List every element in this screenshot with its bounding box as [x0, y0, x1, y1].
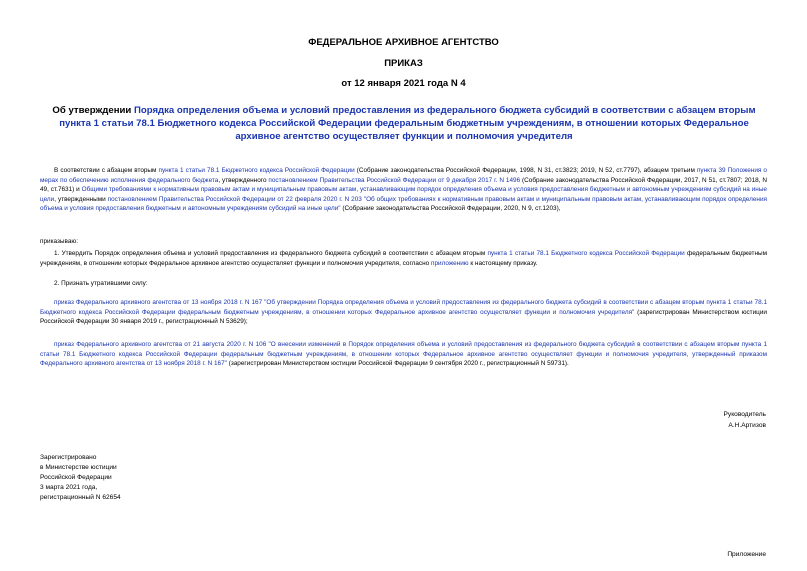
p3-link-appendix[interactable]: приложению: [430, 259, 469, 267]
p1-link-resolution-203[interactable]: постановлением Правительства Российской Федерации от 22 февраля 2020 г. N 203 "Об общих требованиях к нормативным правовым актам и муниципальным правовым актам, устанавливающим порядок определения объема и условия предоставления бюджетным и автономным учреждениям субсидий на иные цели": [40, 195, 767, 213]
order-word: приказываю:: [40, 238, 78, 245]
signer-title: Руководитель: [723, 411, 766, 418]
document-date: от 12 января 2021 года N 4: [341, 78, 466, 89]
registration-line: 3 марта 2021 года,: [40, 484, 98, 491]
registration-line: регистрационный N 62654: [40, 494, 121, 501]
p5-text-1: (зарегистрирован Министерством юстиции Российской Федерации 30 января 2019 г., регистрационный N 53629);: [40, 308, 767, 326]
agency-name: ФЕДЕРАЛЬНОЕ АРХИВНОЕ АГЕНТСТВО: [308, 37, 499, 48]
preamble-paragraph: [40, 166, 767, 214]
p6-text-1: (зарегистрирован Министерством юстиции Российской Федерации 9 сентября 2020 г., регистрационный N 59731).: [226, 360, 569, 368]
p1-text-2: (Собрание законодательства Российской Федерации, 1998, N 31, ст.3823; 2019, N 52, ст.7797), абзацем третьим: [354, 167, 697, 174]
p1-link-resolution-1496[interactable]: постановлением Правительства Российской Федерации от 9 декабря 2017 г. N 1496: [268, 176, 521, 184]
repealed-order-106: [40, 340, 767, 369]
p1-text-6: (Собрание законодательства Российской Федерации, 2020, N 9, ст.1203),: [340, 205, 561, 213]
p1-text-3: , утвержденного: [218, 176, 269, 184]
registration-line: Зарегистрировано: [40, 454, 97, 461]
p1-text-1: В соответствии с абзацем вторым: [54, 167, 159, 174]
registration-line: в Министерстве юстиции: [40, 464, 117, 471]
item-1-paragraph: [40, 249, 767, 268]
title-prefix: Об утверждении: [52, 105, 134, 116]
document-type: ПРИКАЗ: [384, 58, 423, 69]
p6-link-order-106[interactable]: приказ Федерального архивного агентства от 21 августа 2020 г. N 106 "О внесении изменений в Порядок определения объема и условий предоставления из федерального бюджета субсидий в соответствии с абзацем вторым пункта 1 статьи 78.1 Бюджетного кодекса Российской Федерации федеральным бюджетным учреждениям, в отношении которых Федеральное архивное агентство осуществляет функции и полномочия учредителя, утвержденный приказом Федерального архивного агентства от 13 ноября 2018 г. N 167": [40, 341, 767, 368]
p3-text-1: 1. Утвердить Порядок определения объема и условий предоставления из федерального бюджета субсидий в соответствии с абзацем вторым: [54, 250, 488, 257]
signer-name: А.Н.Артизов: [728, 422, 766, 429]
p3-text-3: к настоящему приказу.: [468, 259, 538, 267]
p1-text-5: , утвержденными: [54, 195, 108, 203]
title-link[interactable]: Порядка определения объема и условий предоставления из федерального бюджета субсидий в соответствии с абзацем вторым пункта 1 статьи 78.1 Бюджетного кодекса Российской Федерации федеральным бюджетным учреждениям, в отношении которых Федеральное архивное агентство осуществляет функции и полномочия учредителя: [59, 105, 756, 142]
p1-link-general-requirements[interactable]: Общими требованиями к нормативным правовым актам и муниципальным правовым актам, устанавливающим порядок определения объема и условия предоставления бюджетным и автономным учреждениям субсидий на иные цели: [40, 186, 767, 203]
p1-text-4: (Собрание законодательства Российской Федерации, 2017, N 51, ст.7807; 2018, N 49, ст.7631) и: [40, 176, 767, 194]
p3-text-2: федеральным бюджетным учреждениям, в отношении которых Федеральное архивное агентство осуществляет функции и полномочия учредителя, согласно: [40, 250, 767, 267]
repealed-order-167: [40, 298, 767, 327]
p3-link-budget-code[interactable]: пункта 1 статьи 78.1 Бюджетного кодекса Российской Федерации: [487, 250, 685, 257]
p1-link-regulation-39[interactable]: пункта 39 Положения о мерах по обеспечению исполнения федерального бюджета: [40, 167, 767, 184]
appendix-label: Приложение: [727, 551, 766, 558]
registration-line: Российской Федерации: [40, 474, 112, 481]
item-2-paragraph: 2. Признать утратившими силу:: [54, 280, 148, 287]
registration-block: [40, 453, 121, 503]
p1-link-budget-code[interactable]: пункта 1 статьи 78.1 Бюджетного кодекса Российской Федерации: [158, 167, 355, 174]
p5-link-order-167[interactable]: приказ Федерального архивного агентства от 13 ноября 2018 г. N 167 "Об утверждении Порядка определения объема и условий предоставления из федерального бюджета субсидий в соответствии с абзацем вторым пункта 1 статьи 78.1 Бюджетного кодекса Российской Федерации федеральным бюджетным учреждениям, в отношении которых Федеральное архивное агентство осуществляет функции и полномочия учредителя": [40, 299, 767, 316]
document-title: [42, 104, 766, 143]
